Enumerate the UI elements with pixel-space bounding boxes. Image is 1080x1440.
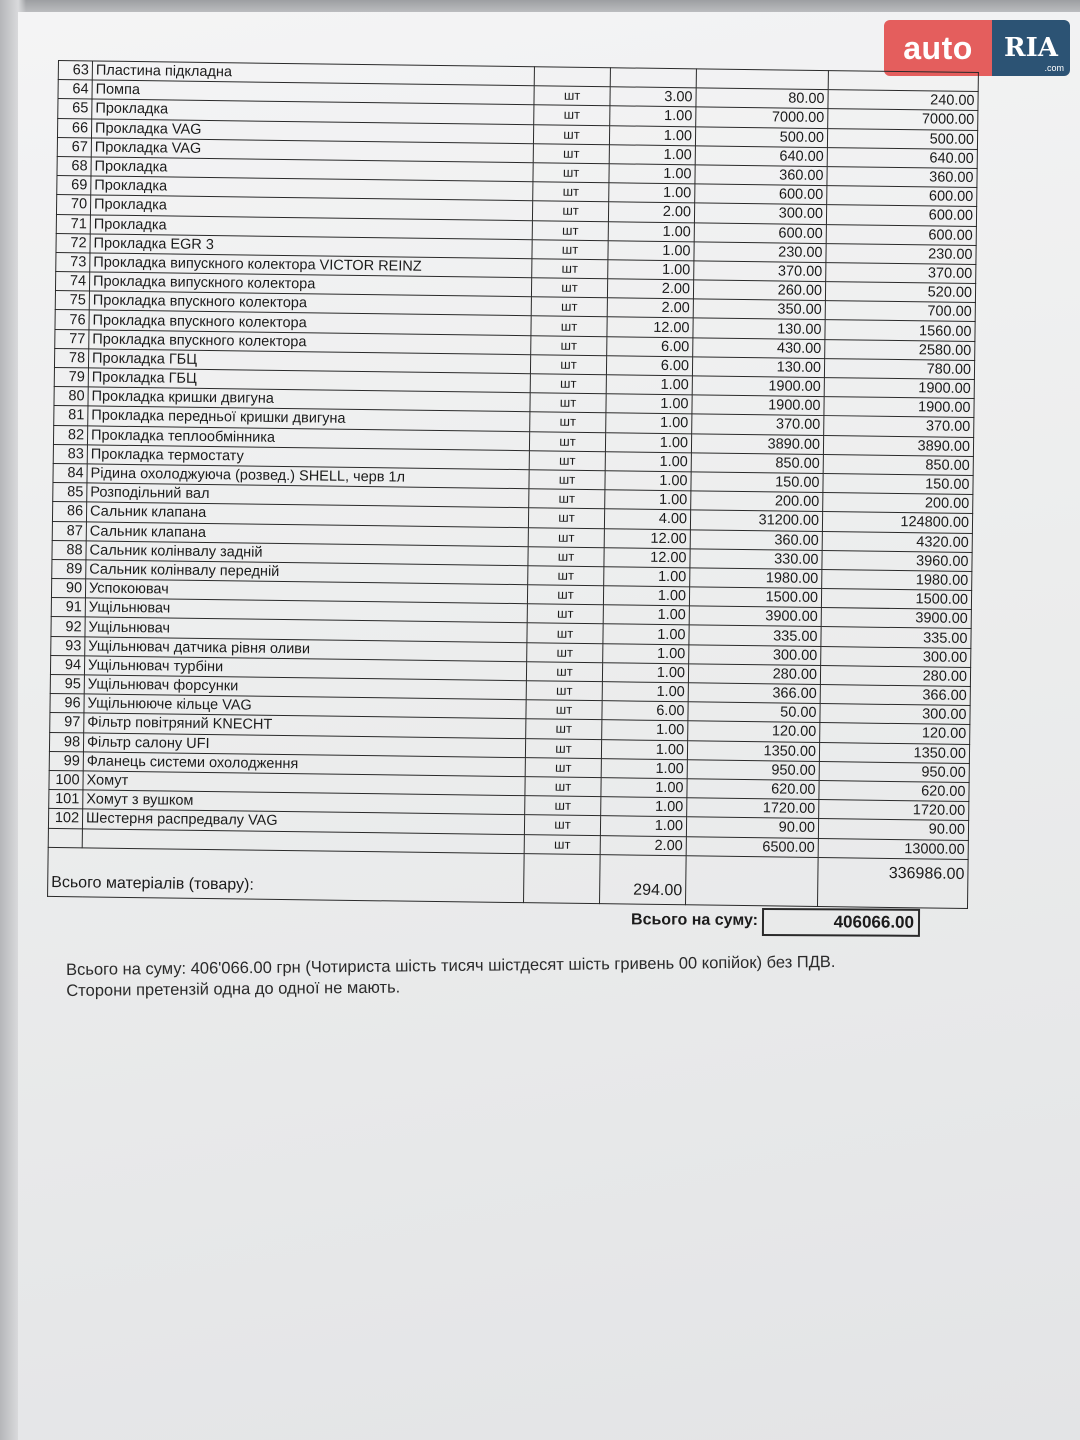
item-price: 50.00 <box>688 702 820 723</box>
logo-auto-part: auto <box>884 20 992 76</box>
grand-total-label: Всього на суму: <box>630 911 759 929</box>
item-name: Прокладка термостату <box>87 445 529 470</box>
item-name: Сальник колінвалу задній <box>86 541 528 566</box>
logo-ria-text: RIA <box>1004 33 1058 63</box>
item-price: 130.00 <box>692 357 824 378</box>
invoice-sheet <box>47 60 978 909</box>
item-unit: шт <box>525 757 601 777</box>
item-unit: шт <box>525 796 601 816</box>
item-unit: шт <box>526 719 602 739</box>
item-unit: шт <box>528 566 604 586</box>
item-name: Прокладка <box>91 176 533 201</box>
item-sum: 1560.00 <box>825 320 975 341</box>
item-sum: 2580.00 <box>825 339 975 360</box>
item-unit: шт <box>533 163 609 183</box>
item-sum: 124800.00 <box>822 512 972 533</box>
item-price: 150.00 <box>691 472 823 493</box>
item-price: 1900.00 <box>692 395 824 416</box>
item-sum: 4320.00 <box>822 531 972 552</box>
item-quantity: 6.00 <box>602 701 688 721</box>
item-quantity: 1.00 <box>603 586 689 606</box>
item-quantity: 2.00 <box>607 298 693 318</box>
row-number: 79 <box>54 367 88 387</box>
item-price: 360.00 <box>690 529 822 550</box>
item-sum: 850.00 <box>823 454 973 475</box>
row-number: 102 <box>48 809 82 829</box>
row-number <box>48 828 82 848</box>
item-unit: шт <box>526 700 602 720</box>
row-number: 80 <box>54 387 88 407</box>
item-quantity: 1.00 <box>600 816 686 836</box>
item-price: 335.00 <box>689 625 821 646</box>
item-name: Фільтр повітряний KNECHT <box>84 713 526 738</box>
item-sum: 500.00 <box>827 128 977 149</box>
item-sum: 150.00 <box>823 473 973 494</box>
item-name: Прокладка передньої кришки двигуна <box>88 406 530 431</box>
item-quantity: 1.00 <box>609 183 695 203</box>
item-name: Помпа <box>92 80 534 105</box>
item-price: 500.00 <box>695 126 827 147</box>
item-unit: шт <box>533 124 609 144</box>
item-price: 1500.00 <box>689 587 821 608</box>
item-sum: 370.00 <box>824 416 974 437</box>
item-price: 1350.00 <box>687 740 819 761</box>
row-number: 84 <box>53 463 87 483</box>
item-price: 640.00 <box>695 146 827 167</box>
materials-total-label: Всього матеріалів (товару): <box>48 847 525 902</box>
item-name: Прокладка випускного колектора VICTOR REINZ <box>90 253 532 278</box>
item-sum: 1900.00 <box>824 397 974 418</box>
item-unit: шт <box>530 412 606 432</box>
item-name: Ущільнювач <box>85 617 527 642</box>
item-sum: 90.00 <box>818 819 968 840</box>
item-price: 370.00 <box>694 261 826 282</box>
item-quantity: 1.00 <box>610 106 696 126</box>
item-name: Прокладка <box>91 157 533 182</box>
materials-total-unit <box>524 853 601 903</box>
item-price: 600.00 <box>695 184 827 205</box>
grand-total <box>600 907 920 935</box>
item-quantity: 1.00 <box>602 682 688 702</box>
item-quantity: 1.00 <box>603 624 689 644</box>
item-unit: шт <box>532 259 608 279</box>
row-number: 89 <box>52 559 86 579</box>
item-sum: 120.00 <box>820 723 970 744</box>
item-price: 360.00 <box>695 165 827 186</box>
row-number: 95 <box>50 674 84 694</box>
item-quantity: 1.00 <box>606 413 692 433</box>
item-name: Ущільнювач форсунки <box>84 675 526 700</box>
item-quantity: 1.00 <box>608 221 694 241</box>
item-price: 300.00 <box>694 203 826 224</box>
item-quantity: 12.00 <box>604 528 690 548</box>
item-unit: шт <box>526 681 602 701</box>
item-name: Прокладка <box>90 195 532 220</box>
item-name: Ущільнювач турбіни <box>84 656 526 681</box>
row-number: 100 <box>49 770 83 790</box>
item-sum: 1720.00 <box>819 800 969 821</box>
item-name: Прокладка теплообмінника <box>87 425 529 450</box>
row-number: 68 <box>57 156 91 176</box>
item-sum: 1500.00 <box>821 589 971 610</box>
item-unit: шт <box>531 335 607 355</box>
row-number: 70 <box>56 195 90 215</box>
item-name: Хомут <box>83 771 525 796</box>
item-quantity: 1.00 <box>603 605 689 625</box>
item-name: Прокладка ГБЦ <box>88 349 530 374</box>
row-number: 67 <box>57 137 91 157</box>
item-name: Розподільний вал <box>87 483 529 508</box>
materials-table-body <box>48 61 978 860</box>
item-unit: шт <box>532 239 608 259</box>
item-name: Прокладка ГБЦ <box>88 368 530 393</box>
item-name: Прокладка впускного колектора <box>89 330 531 355</box>
item-quantity: 1.00 <box>605 471 691 491</box>
row-number: 101 <box>49 790 83 810</box>
item-quantity: 1.00 <box>609 144 695 164</box>
item-price: 300.00 <box>689 644 821 665</box>
materials-total-price <box>685 855 818 906</box>
closing-note-amount: Всього на суму: 406'066.00 грн (Чотириста шість тисяч шістдесят шість гривень 00 копійок) без ПДВ. <box>66 952 836 979</box>
item-sum: 3960.00 <box>822 550 972 571</box>
item-unit: шт <box>526 661 602 681</box>
item-price <box>696 69 828 90</box>
logo-com-text: .com <box>1044 63 1064 73</box>
row-number: 66 <box>57 118 91 138</box>
item-sum: 300.00 <box>821 646 971 667</box>
item-name: Прокладка VAG <box>91 119 533 144</box>
item-name: Сальник клапана <box>86 502 528 527</box>
item-sum: 620.00 <box>819 780 969 801</box>
item-sum: 1350.00 <box>819 742 969 763</box>
item-sum: 600.00 <box>826 224 976 245</box>
item-sum: 370.00 <box>826 262 976 283</box>
row-number: 74 <box>55 272 89 292</box>
row-number: 96 <box>50 694 84 714</box>
item-name: Сальник колінвалу передній <box>86 560 528 585</box>
item-price: 1720.00 <box>687 798 819 819</box>
item-unit: шт <box>530 393 606 413</box>
closing-note-claims: Сторони претензій одна до одної не мають. <box>66 978 401 1000</box>
item-unit <box>534 67 610 87</box>
logo-ria-part <box>992 20 1070 76</box>
item-sum: 700.00 <box>825 301 975 322</box>
item-unit: шт <box>524 815 600 835</box>
item-price: 366.00 <box>688 683 820 704</box>
item-unit: шт <box>529 450 605 470</box>
row-number: 93 <box>51 636 85 656</box>
item-price: 600.00 <box>694 222 826 243</box>
item-sum: 335.00 <box>821 627 971 648</box>
item-unit: шт <box>533 182 609 202</box>
item-quantity: 1.00 <box>603 643 689 663</box>
item-unit: шт <box>530 355 606 375</box>
item-name: Хомут з вушком <box>83 790 525 815</box>
item-price: 31200.00 <box>690 510 822 531</box>
row-number: 90 <box>51 579 85 599</box>
item-price: 6500.00 <box>686 836 818 857</box>
row-number: 81 <box>54 406 88 426</box>
item-name: Успокоювач <box>85 579 527 604</box>
item-name: Прокладка впускного колектора <box>89 291 531 316</box>
item-sum: 7000.00 <box>828 109 978 130</box>
item-unit: шт <box>528 508 604 528</box>
item-sum: 3890.00 <box>823 435 973 456</box>
item-price: 370.00 <box>692 414 824 435</box>
item-name: Прокладка кришки двигуна <box>88 387 530 412</box>
item-name: Фільтр салону UFI <box>83 732 525 757</box>
item-quantity: 6.00 <box>607 336 693 356</box>
item-quantity: 1.00 <box>601 739 687 759</box>
item-quantity: 1.00 <box>606 394 692 414</box>
row-number: 65 <box>58 99 92 119</box>
item-quantity: 12.00 <box>604 547 690 567</box>
item-quantity: 1.00 <box>605 432 691 452</box>
item-unit: шт <box>524 834 600 854</box>
row-number: 75 <box>55 291 89 311</box>
item-price: 200.00 <box>691 491 823 512</box>
item-quantity: 4.00 <box>604 509 690 529</box>
item-quantity: 1.00 <box>608 240 694 260</box>
item-unit: шт <box>525 777 601 797</box>
item-unit: шт <box>529 489 605 509</box>
item-unit: шт <box>528 546 604 566</box>
item-price: 3890.00 <box>691 433 823 454</box>
item-quantity: 1.00 <box>601 778 687 798</box>
item-sum: 520.00 <box>825 282 975 303</box>
item-price: 1900.00 <box>692 376 824 397</box>
item-quantity: 6.00 <box>606 356 692 376</box>
item-sum: 600.00 <box>827 186 977 207</box>
item-price: 330.00 <box>690 549 822 570</box>
item-price: 230.00 <box>694 242 826 263</box>
item-quantity: 2.00 <box>600 835 686 855</box>
item-sum: 280.00 <box>820 665 970 686</box>
row-number: 71 <box>56 214 90 234</box>
item-quantity: 1.00 <box>601 758 687 778</box>
item-name: Прокладка впускного колектора <box>89 310 531 335</box>
item-unit: шт <box>534 105 610 125</box>
item-quantity: 1.00 <box>601 797 687 817</box>
item-unit: шт <box>527 623 603 643</box>
row-number: 77 <box>55 329 89 349</box>
item-unit: шт <box>529 431 605 451</box>
row-number: 99 <box>49 751 83 771</box>
item-price: 350.00 <box>693 299 825 320</box>
item-sum <box>828 71 978 92</box>
row-number: 85 <box>53 483 87 503</box>
item-unit: шт <box>531 316 607 336</box>
item-quantity: 2.00 <box>607 279 693 299</box>
item-sum: 230.00 <box>826 243 976 264</box>
item-quantity: 3.00 <box>610 87 696 107</box>
item-name: Пластина підкладна <box>92 61 534 86</box>
item-name: Фланець системи охолодження <box>83 752 525 777</box>
row-number: 86 <box>52 502 86 522</box>
grand-total-value: 406066.00 <box>762 908 920 937</box>
item-name: Ущільнююче кільце VAG <box>84 694 526 719</box>
item-unit: шт <box>534 86 610 106</box>
row-number: 63 <box>58 61 92 81</box>
row-number: 92 <box>51 617 85 637</box>
item-sum: 300.00 <box>820 704 970 725</box>
item-price: 1980.00 <box>690 568 822 589</box>
item-sum: 1900.00 <box>824 378 974 399</box>
row-number: 97 <box>50 713 84 733</box>
item-name: Прокладка VAG <box>91 138 533 163</box>
item-name: Прокладка випускного колектора <box>89 272 531 297</box>
item-price: 80.00 <box>696 88 828 109</box>
row-number: 83 <box>53 444 87 464</box>
item-price: 7000.00 <box>696 107 828 128</box>
item-sum: 950.00 <box>819 761 969 782</box>
materials-total-sum: 336986.00 <box>817 857 968 908</box>
row-number: 87 <box>52 521 86 541</box>
item-unit: шт <box>532 220 608 240</box>
item-sum: 200.00 <box>823 493 973 514</box>
row-number: 76 <box>55 310 89 330</box>
item-sum: 360.00 <box>827 167 977 188</box>
item-price: 850.00 <box>691 453 823 474</box>
item-unit: шт <box>532 201 608 221</box>
item-quantity: 1.00 <box>605 490 691 510</box>
item-unit: шт <box>531 278 607 298</box>
item-quantity: 12.00 <box>607 317 693 337</box>
row-number: 88 <box>52 540 86 560</box>
item-price: 120.00 <box>688 721 820 742</box>
item-name: Ущільнювач датчика рівня оливи <box>85 637 527 662</box>
item-price: 3900.00 <box>689 606 821 627</box>
item-sum: 600.00 <box>826 205 976 226</box>
item-sum: 13000.00 <box>818 838 968 859</box>
item-price: 90.00 <box>686 817 818 838</box>
item-name: Сальник клапана <box>86 521 528 546</box>
item-quantity: 1.00 <box>602 720 688 740</box>
row-number: 78 <box>54 348 88 368</box>
item-unit: шт <box>530 374 606 394</box>
item-unit: шт <box>527 642 603 662</box>
item-name: Шестерня распредвалу VAG <box>82 809 524 834</box>
row-number: 94 <box>50 655 84 675</box>
item-quantity: 1.00 <box>608 260 694 280</box>
materials-table <box>47 60 979 909</box>
item-name: Прокладка <box>90 214 532 239</box>
item-quantity: 1.00 <box>602 662 688 682</box>
item-sum: 780.00 <box>824 358 974 379</box>
autoria-logo <box>884 20 1070 76</box>
item-price: 260.00 <box>693 280 825 301</box>
item-price: 950.00 <box>687 760 819 781</box>
row-number: 82 <box>53 425 87 445</box>
item-sum: 640.00 <box>827 147 977 168</box>
item-name: Прокладка EGR 3 <box>90 234 532 259</box>
item-price: 430.00 <box>693 337 825 358</box>
item-unit: шт <box>533 143 609 163</box>
item-sum: 3900.00 <box>821 608 971 629</box>
row-number: 98 <box>49 732 83 752</box>
item-unit: шт <box>528 527 604 547</box>
item-sum: 366.00 <box>820 685 970 706</box>
item-price: 130.00 <box>693 318 825 339</box>
item-name: Рідина охолоджуюча (розвед.) SHELL, черв 1л <box>87 464 529 489</box>
item-quantity: 2.00 <box>608 202 694 222</box>
item-price: 620.00 <box>687 779 819 800</box>
row-number: 91 <box>51 598 85 618</box>
item-name: Прокладка <box>92 99 534 124</box>
row-number: 72 <box>56 233 90 253</box>
item-quantity: 1.00 <box>606 375 692 395</box>
item-quantity: 1.00 <box>609 125 695 145</box>
item-quantity <box>610 68 696 88</box>
item-unit: шт <box>527 585 603 605</box>
item-quantity: 1.00 <box>609 164 695 184</box>
item-name: Ущільнювач <box>85 598 527 623</box>
materials-total-qty: 294.00 <box>600 854 687 904</box>
item-price: 280.00 <box>688 664 820 685</box>
item-quantity: 1.00 <box>604 567 690 587</box>
item-unit: шт <box>529 470 605 490</box>
item-sum: 1980.00 <box>822 569 972 590</box>
row-number: 73 <box>56 252 90 272</box>
item-sum: 240.00 <box>828 90 978 111</box>
item-quantity: 1.00 <box>605 451 691 471</box>
item-unit: шт <box>531 297 607 317</box>
item-unit: шт <box>525 738 601 758</box>
item-unit: шт <box>527 604 603 624</box>
row-number: 64 <box>58 80 92 100</box>
row-number: 69 <box>57 176 91 196</box>
